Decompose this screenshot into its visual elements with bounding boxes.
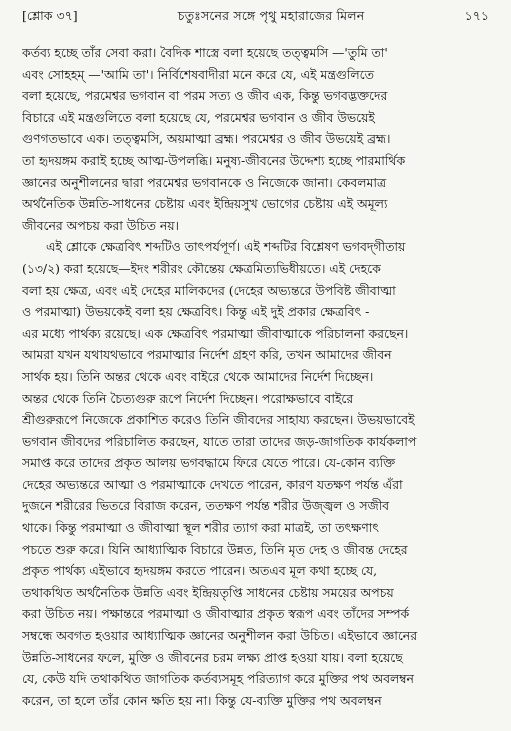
paragraph bbox=[22, 236, 489, 711]
page-body bbox=[22, 42, 489, 711]
text-line: কর্তব্য হচ্ছে তাঁর সেবা করা। বৈদিক শাস্ত্রে বলা হয়েছে তত্ত্বমসি —'তুমি তা' bbox=[22, 45, 388, 60]
text-line: দুজনে শরীরের ভিতরে বিরাজ করেন, ততক্ষণ পর্যন্ত শরীর উজ্জ্বল ও সজীব bbox=[22, 498, 390, 514]
text-line: তথাকথিত অর্থনৈতিক উন্নতি এবং ইন্দ্রিয়তৃপ্তি সাধনের চেষ্টায় সময়ের অপচয় bbox=[22, 584, 394, 600]
paragraph bbox=[22, 42, 489, 236]
text-line: ভগবান জীবদের পরিচালিত করছেন, যাতে তারা তাদের জড়-জাগতিক কার্যকলাপ bbox=[22, 433, 417, 449]
text-line: উন্নতি-সাধনের ফলে, মুক্তি ও জীবনের চরম লক্ষ্য প্রাপ্ত হওয়া যায়। বলা হয়েছে bbox=[22, 649, 403, 665]
text-line: ও পরমাত্মা) উভয়কেই বলা হয় ক্ষেত্রবিৎ। কিন্তু এই দুই প্রকার ক্ষেত্রবিৎ - bbox=[22, 304, 370, 320]
text-line: বলা হয় ক্ষেত্র, এবং এই দেহের মালিকদের (দেহের অভ্যন্তরে উপবিষ্ট জীবাত্মা bbox=[22, 282, 396, 298]
text-line: (১৩/২) করা হয়েছে—ইদং শরীরং কৌন্তেয় ক্ষেত্রমিত্যভিধীয়তে। এই দেহকে bbox=[22, 260, 381, 276]
running-header bbox=[22, 8, 489, 30]
text-line: করেন, তা হলে তাঁর কোন ক্ষতি হয় না। কিন্তু যে-ব্যক্তি মুক্তির পথ অবলম্বন bbox=[22, 692, 382, 708]
text-line: করা উচিত নয়। পক্ষান্তরে পরমাত্মা ও জীবাত্মার প্রকৃত স্বরূপ এবং তাঁদের সম্পর্ক bbox=[22, 606, 410, 622]
text-line: এই শ্লোকে ক্ষেত্রবিৎ শব্দটিও তাৎপর্যপূর্ণ। এই শব্দটির বিশ্লেষণ ভগবদ্‌গীতায় bbox=[46, 239, 406, 255]
text-line: এবং সোহহম্ —'আমি তা'। নির্বিশেষবাদীরা মনে করে যে, এই মন্ত্রগুলিতে bbox=[22, 66, 374, 82]
text-line: পচতে শুরু করে। যিনি আধ্যাত্মিক বিচারে উন্নত, তিনি মৃত দেহ ও জীবন্ত দেহের bbox=[22, 541, 408, 557]
text-line: প্রকৃত পার্থক্য এইভাবে হৃদয়ঙ্গম করতে পারেন। অতএব মূল কথা হচ্ছে যে, bbox=[22, 563, 378, 579]
text-line: তা হৃদয়ঙ্গম করাই হচ্ছে আত্ম-উপলব্ধি। মনুষ্য-জীবনের উদ্দেশ্য হচ্ছে পারমার্থিক bbox=[22, 152, 406, 168]
text-line: গুণগতভাবে এক। তত্ত্বমসি, অয়মাত্মা ব্রহ্ম। পরমেশ্বর ও জীব উভয়েই ব্রহ্ম। bbox=[22, 131, 391, 147]
text-line: অন্তর থেকে তিনি চৈত্যগুরু রূপে নির্দেশ দিচ্ছেন। পরোক্ষভাবে বাইরে bbox=[22, 390, 354, 406]
text-line: সার্থক হয়। তিনি অন্তর থেকে এবং বাইরে থেকে আমাদের নির্দেশ দিচ্ছেন। bbox=[22, 368, 374, 384]
text-line: বলা হয়েছে, পরমেশ্বর ভগবান বা পরম সত্য ও জীব এক, কিন্তু ভগবদ্ভক্তদের bbox=[22, 88, 388, 104]
text-line: আমরা যখন যথাযথভাবে পরমাত্মার নির্দেশ গ্রহণ করি, তখন আমাদের জীবন bbox=[22, 347, 392, 363]
text-line: সম্বন্ধে অবগত হওয়ার আধ্যাত্মিক জ্ঞানের অনুশীলন করা উচিত। এইভাবে জ্ঞানের bbox=[22, 628, 418, 644]
text-line: জীবনের অপচয় করা উচিত নয়। bbox=[22, 217, 179, 233]
text-line: এর মধ্যে পার্থক্য রয়েছে। এক ক্ষেত্রবিৎ পরমাত্মা জীবাত্মাকে পরিচালনা করছেন। bbox=[22, 325, 409, 341]
page-number: ১৭১ bbox=[464, 8, 489, 23]
text-line: বিচারে এই মন্ত্রগুলিতে বলা হয়েছে যে, পরমেশ্বর ভগবান ও জীব উভয়েই bbox=[22, 109, 375, 125]
text-line: যে, কেউ যদি তথাকথিত জাগতিক কর্তব্যসমূহ পরিত্যাগ করে মুক্তির পথ অবলম্বন bbox=[22, 671, 414, 687]
text-line: অর্থনৈতিক উন্নতি-সাধনের চেষ্টায় এবং ইন্দ্রিয়সুখ ভোগের চেষ্টায় এই অমূল্য bbox=[22, 196, 388, 212]
chapter-title: চতুঃসনের সঙ্গে পৃথু মহারাজের মিলন bbox=[177, 8, 365, 23]
text-line: শ্রীগুরুরূপে নিজেকে প্রকাশিত করেও তিনি জীবদের সাহায্য করছেন। উভয়ভাবেই bbox=[22, 412, 415, 428]
text-line: সমাপ্ত করে তাদের প্রকৃত আলয় ভগবদ্ধামে ফিরে যেতে পারে। যে-কোন ব্যক্তি bbox=[22, 455, 396, 471]
text-line: থাকে। কিন্তু পরমাত্মা ও জীবাত্মা স্থূল শরীর ত্যাগ করা মাত্রই, তা তৎক্ষণাৎ bbox=[22, 520, 379, 536]
text-line: দেহের অভ্যন্তরে আত্মা ও পরমাত্মাকে দেখতে পারেন, কারণ যতক্ষণ পর্যন্ত এঁরা bbox=[22, 476, 403, 492]
text-line: জ্ঞানের অনুশীলনের দ্বারা পরমেশ্বর ভগবানকে ও নিজেকে জানা। কেবলমাত্র bbox=[22, 174, 387, 190]
verse-reference: [শ্লোক ৩৭] bbox=[22, 8, 78, 23]
